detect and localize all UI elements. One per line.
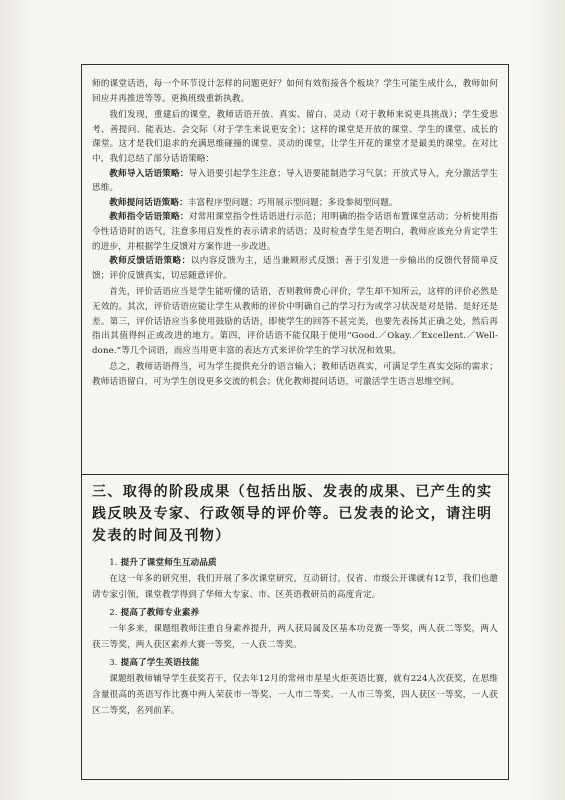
achievement-number: 1. xyxy=(109,558,118,568)
strategy-label: 教师指令话语策略： xyxy=(109,212,189,223)
strategy-label: 教师提问话语策略： xyxy=(109,197,188,208)
strategy-label: 教师导入话语策略： xyxy=(109,168,189,179)
achievement-title xyxy=(92,555,498,571)
achievement-title-text: 提升了课堂师生互动品质 xyxy=(120,558,217,568)
achievement-body: 一年多来，课题组教师注重自身素养提升，两人获局属及区基本功竞赛一等奖，两人获二等奖，两人获三等奖，两人获区素养大赛一等奖，一人获二等奖。 xyxy=(92,624,498,650)
achievement-number: 2. xyxy=(109,608,118,618)
achievement-body: 课题组教师辅导学生获奖若干，仅去年12月的常州市星星火炬英语比赛，就有224人次获奖，在思维含量很高的英语写作比赛中两人荣获市一等奖、一人市二等奖、一人市三等奖，四人获区一等奖，一人获区二等奖，名列前茅。 xyxy=(92,674,498,716)
paragraph-evaluation: 首先，评价话语应当是学生能听懂的话语，否则教师费心评价，学生却不知所云，这样的评价必然是无效的。其次，评价话语应能让学生从教师的评价中明确自己的学习行为或学习状况是对是错、是好还是差。第三，评价话语应当多使用鼓励的话语，即使学生的回答不甚完美，也要先表扬其正确之处，然后再指出其值得纠正或改进的地方。第四，评价话语不能仅限于使用“Good.／Okay.／Excellent.／Well-done.”等几个词语，而应当用更丰富的表达方式来评价学生的学习状况和效果。 xyxy=(92,287,498,356)
strategy-text: 导入语要引起学生注意；导入语要能制造学习气氛；开放式导入，充分激活学生思维。 xyxy=(92,168,498,194)
strategy-feedback xyxy=(92,254,498,283)
section-heading: 三、取得的阶段成果（包括出版、发表的成果、已产生的实践反映及专家、行政领导的评价等。已发表的论文，请注明发表的时间及刊物） xyxy=(92,484,493,544)
strategy-text: 以内容反馈为主，适当兼顾形式反馈；善于引发进一步输出的反馈代替简单反馈；评价反馈真实，切忌随意评价。 xyxy=(92,256,498,281)
strategy-question xyxy=(92,196,498,211)
strategy-instruction xyxy=(92,210,498,254)
achievement-title xyxy=(92,655,498,671)
achievement-number: 3. xyxy=(109,658,118,668)
strategy-text: 对常用课堂指令性话语进行示范；用明确的指令话语布置课堂活动；分析使用指令性话语时的语气，注意多用启发性的表示请求的话语；及时检查学生是否明白，教师应该充分肯定学生的进步，并根据学生反馈对方案作进一步改进。 xyxy=(92,212,498,252)
paragraph-summary: 总之，教师话语得当，可为学生提供充分的语言输入；教师话语真实，可满足学生真实交际的需求；教师话语留白，可为学生创设更多交流的机会；优化教师提问话语，可激活学生语言思维空间。 xyxy=(92,362,498,387)
achievement-body: 在这一年多的研究里，我们开展了多次课堂研究，互动研讨，仅省、市级公开课就有12节，我们也邀请专家引领，课堂教学得到了华师大专家、市、区英语教研员的高度肯定。 xyxy=(92,574,498,600)
strategy-intro xyxy=(92,167,498,196)
paragraph-continued: 师的课堂话语，每一个环节设计怎样的问题更好？如何有效衔接各个板块？学生可能生成什么，教师如何回应并再推进等等。更换班级重新执教。 xyxy=(92,79,498,104)
strategy-text: 丰富程序型问题；巧用展示型问题；多设参阅型问题。 xyxy=(187,197,398,208)
report-form-frame xyxy=(81,64,509,780)
achievement-title-text: 提高了教师专业素养 xyxy=(120,608,200,618)
achievements-section xyxy=(82,475,508,779)
paragraph-findings: 我们发现，重建后的课堂，教师话语开放、真实、留白、灵动（对于教师来说更具挑战）；学生爱思考、善提问、能表达、会交际（对于学生来说更安全）；这样的课堂是开放的课堂、学生的课堂、成长的课堂。这才是我们追求的充满思维碰撞的课堂、灵动的课堂，让学生开花的课堂才是最美的课堂。在对比中，我们总结了部分话语策略： xyxy=(92,110,498,164)
research-process-section xyxy=(82,65,508,475)
achievement-title xyxy=(92,605,498,621)
achievement-title-text: 提高了学生英语技能 xyxy=(120,658,200,668)
strategy-label: 教师反馈话语策略： xyxy=(109,256,191,267)
